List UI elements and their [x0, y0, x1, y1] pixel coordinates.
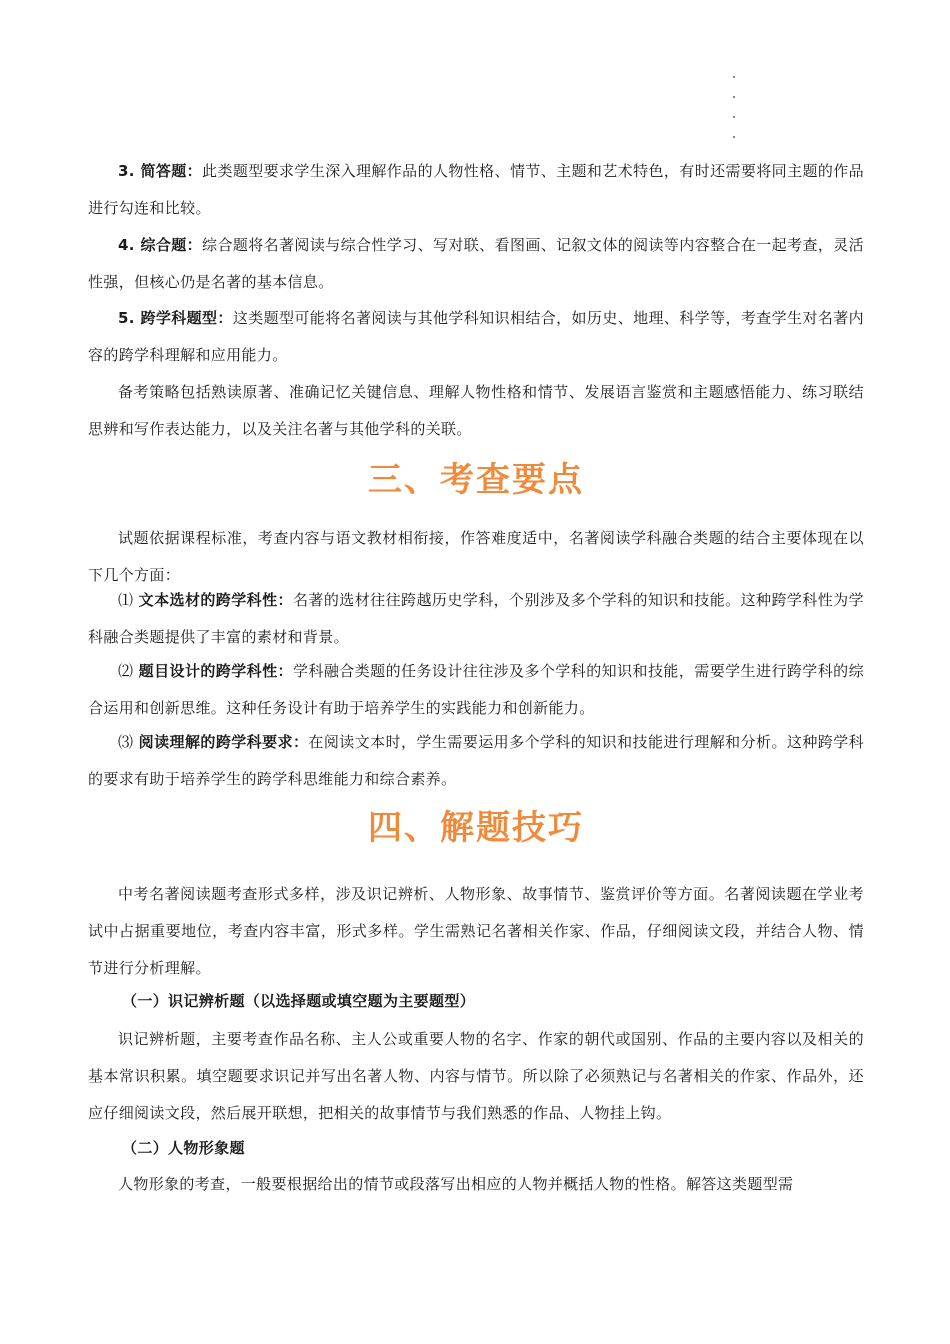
point-text: 名著的选材往往跨越历史学科，个别涉及多个学科的知识和技能。这种跨学科性为学科融合类题提供了丰富的素材和背景。 — [88, 591, 864, 646]
point-text-selection — [88, 582, 864, 656]
point-number: ⑴ — [118, 591, 134, 609]
recognition-text: 识记辨析题，主要考查作品名称、主人公或重要人物的名字、作家的朝代或国别、作品的主要内容以及相关的基本常识积累。填空题要求识记并写出名著人物、内容与情节。所以除了必须熟记与名著相关的作家、作品外，还应仔细阅读文段，然后展开联想，把相关的故事情节与我们熟悉的作品、人物挂上钩。 — [88, 1030, 864, 1122]
point-text: 在阅读文本时，学生需要运用多个学科的知识和技能进行理解和分析。这种跨学科的要求有助于培养学生的跨学科思维能力和综合素养。 — [88, 733, 864, 788]
point-label: 阅读理解的跨学科要求： — [138, 733, 309, 751]
item-label: 3. 简答题： — [118, 162, 203, 180]
item-comprehensive — [88, 227, 864, 301]
point-number: ⑵ — [118, 662, 134, 680]
item-text: 这类题型可能将名著阅读与其他学科知识相结合，如历史、地理、科学等，考查学生对名著内容的跨学科理解和应用能力。 — [88, 309, 864, 364]
section-heading-key-points: 三、考查要点 — [368, 460, 584, 500]
item-interdisciplinary — [88, 300, 864, 374]
point-number: ⑶ — [118, 733, 134, 751]
section-heading-techniques: 四、解题技巧 — [368, 808, 584, 848]
item-label: 5. 跨学科题型： — [118, 309, 233, 327]
item-short-answer — [88, 153, 864, 227]
subheading-character: （二）人物形象题 — [122, 1139, 245, 1157]
point-question-design — [88, 653, 864, 727]
item-text: 综合题将名著阅读与综合性学习、写对联、看图画、记叙文体的阅读等内容整合在一起考查，灵活性强，但核心仍是名著的基本信息。 — [88, 236, 864, 291]
point-label: 题目设计的跨学科性： — [138, 662, 293, 680]
character-text: 人物形象的考查，一般要根据给出的情节或段落写出相应的人物并概括人物的性格。解答这类题型需 — [118, 1175, 794, 1193]
item-label: 4. 综合题： — [118, 236, 203, 254]
point-label: 文本选材的跨学科性： — [138, 591, 293, 609]
margin-dots — [732, 76, 738, 146]
point-text: 学科融合类题的任务设计往往涉及多个学科的知识和技能，需要学生进行跨学科的综合运用和创新思维。这种任务设计有助于培养学生的实践能力和创新能力。 — [88, 662, 864, 717]
item-text: 此类题型要求学生深入理解作品的人物性格、情节、主题和艺术特色，有时还需要将同主题的作品进行勾连和比较。 — [88, 162, 864, 217]
section4-intro: 中考名著阅读题考查形式多样，涉及识记辨析、人物形象、故事情节、鉴赏评价等方面。名著阅读题在学业考试中占据重要地位，考查内容丰富，形式多样。学生需熟记名著相关作家、作品，仔细阅读文段，并结合人物、情节进行分析理解。 — [88, 885, 864, 977]
section3-intro: 试题依据课程标准，考查内容与语文教材相衔接，作答难度适中，名著阅读学科融合类题的结合主要体现在以下几个方面： — [88, 529, 864, 584]
strategy-paragraph: 备考策略包括熟读原著、准确记忆关键信息、理解人物性格和情节、发展语言鉴赏和主题感悟能力、练习联结思辨和写作表达能力，以及关注名著与其他学科的关联。 — [88, 383, 864, 438]
point-reading-comprehension — [88, 724, 864, 798]
subheading-recognition: （一）识记辨析题（以选择题或填空题为主要题型） — [122, 992, 476, 1010]
